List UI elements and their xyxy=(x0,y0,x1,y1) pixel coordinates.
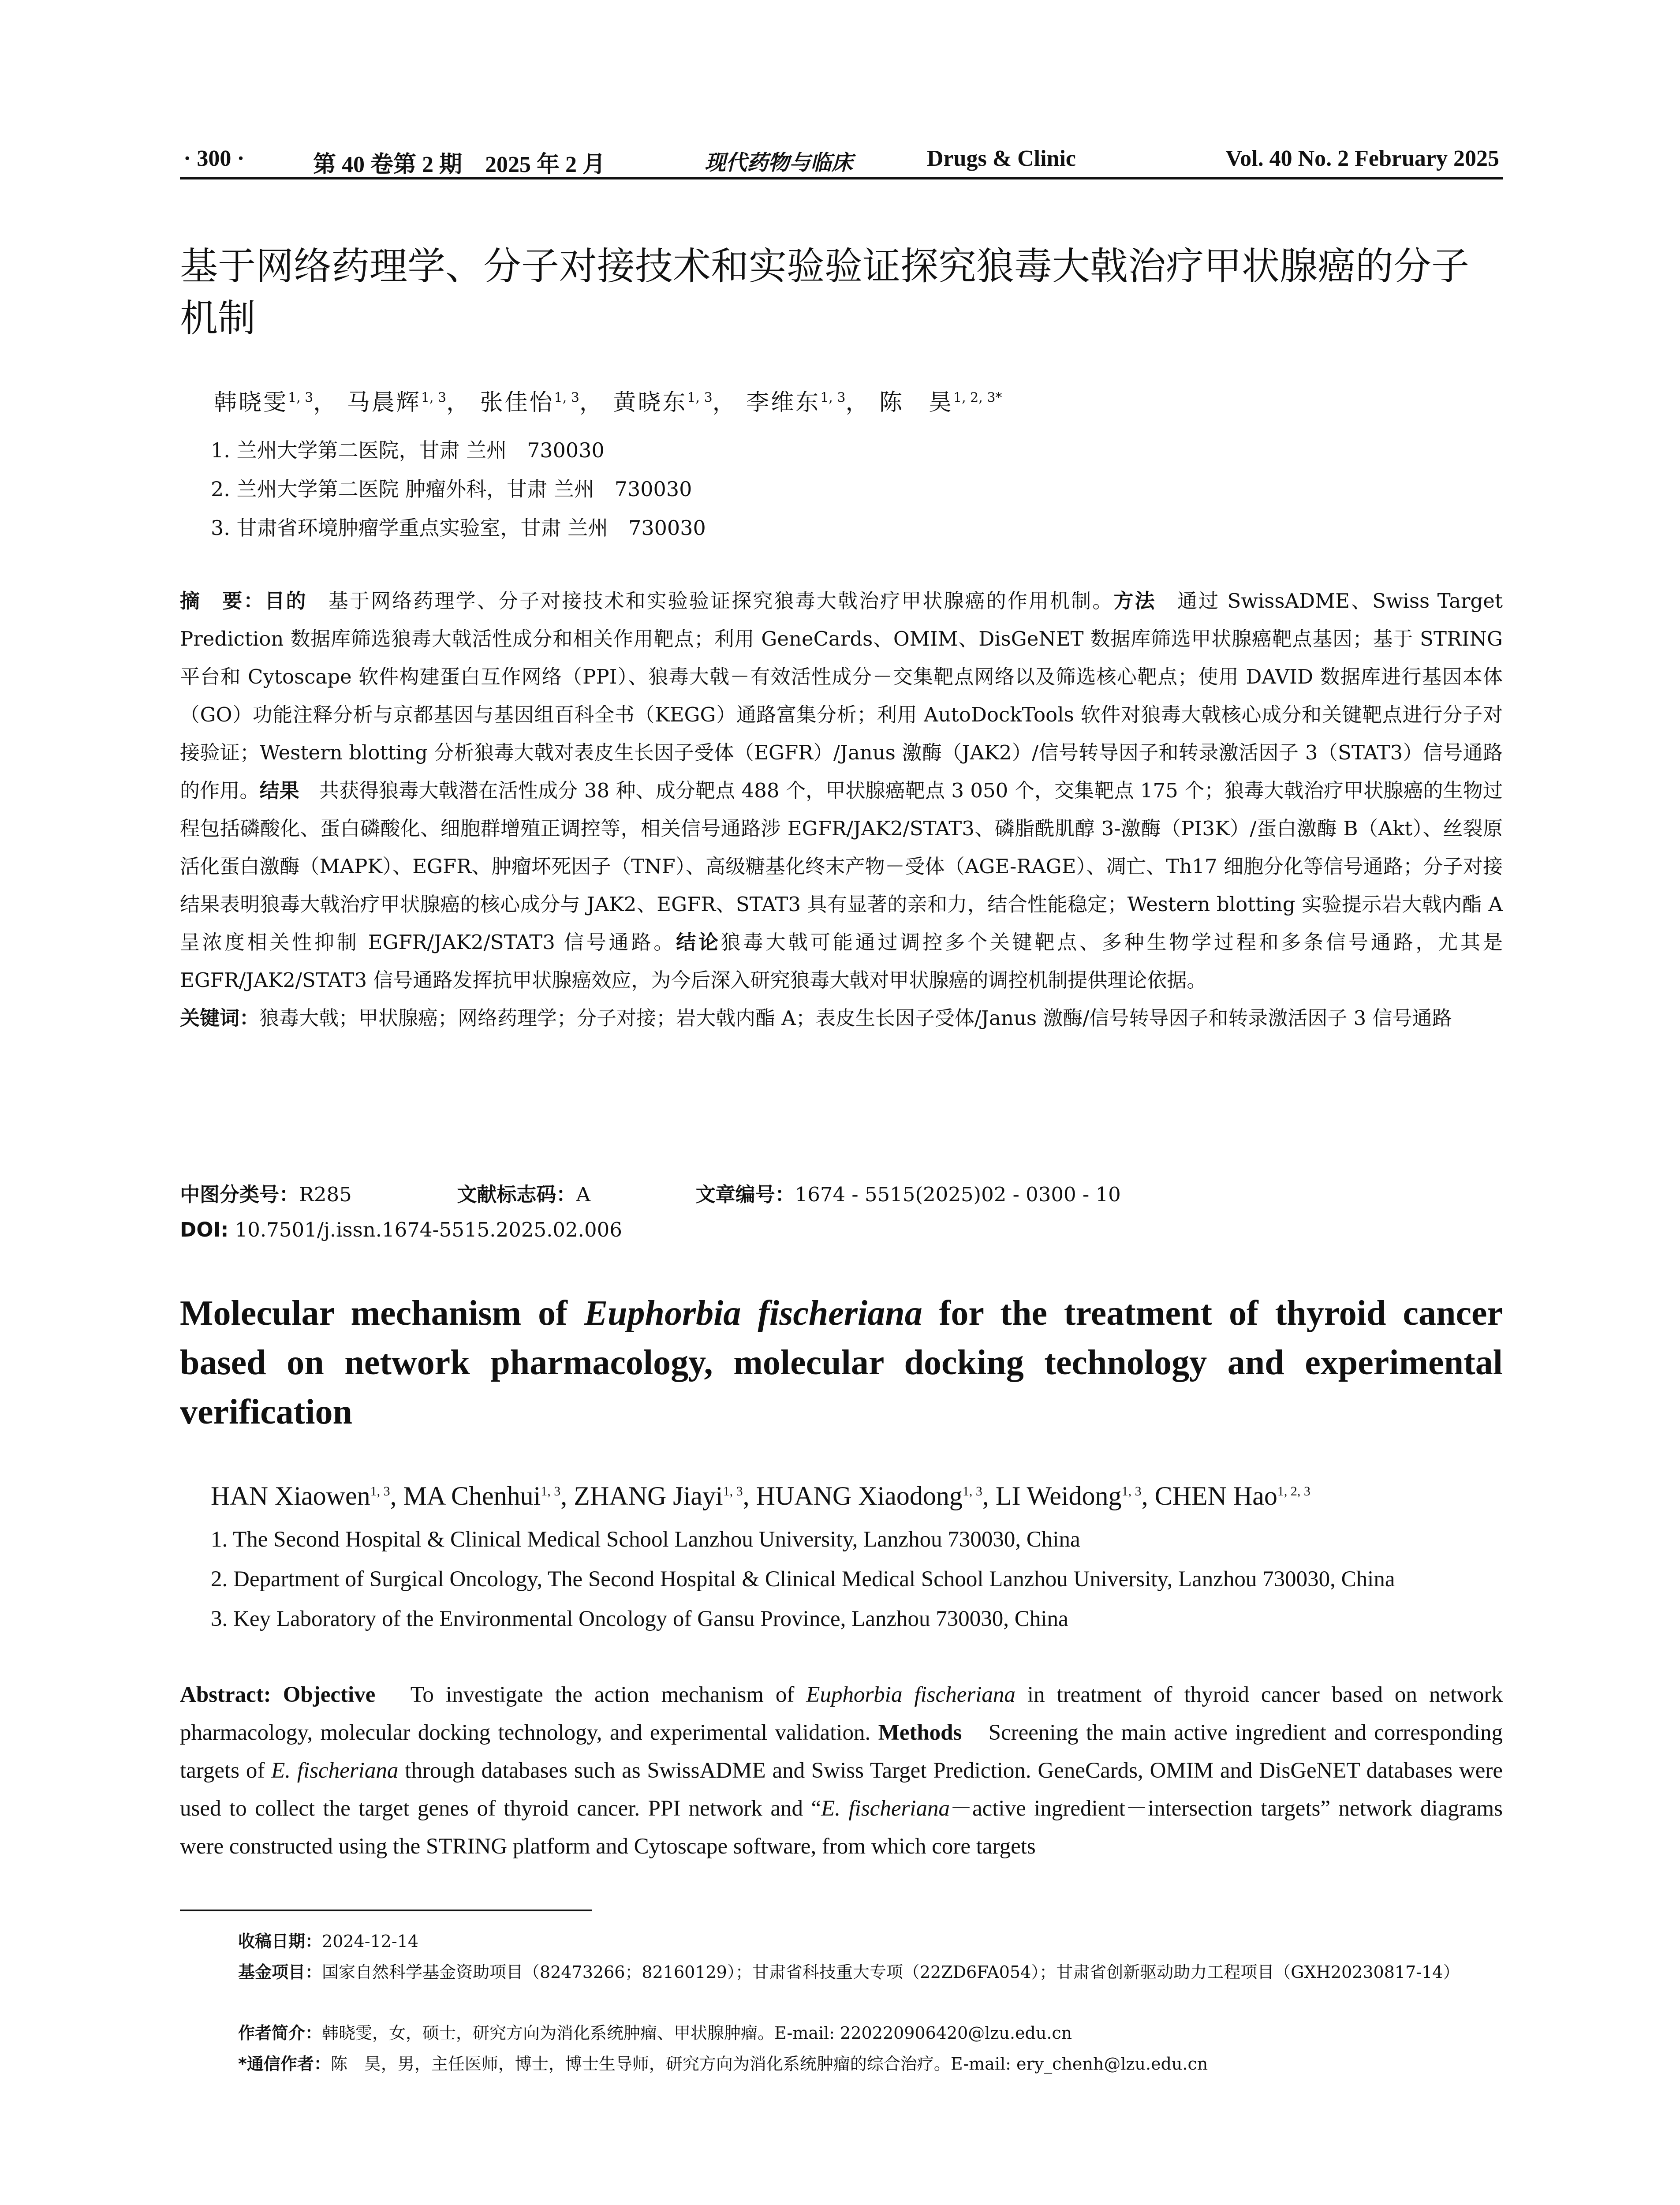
abstract-en-text: in treatment of thyroid cancer based on network pharmacology, molecular docking technology, and experimental validation. xyxy=(180,1682,1503,1745)
doc-code-value: A xyxy=(576,1183,590,1206)
footnote-author xyxy=(238,2019,1499,2047)
received-date: 2024-12-14 xyxy=(322,1932,419,1951)
doi-label: DOI: xyxy=(180,1218,229,1241)
author-cn: 李维东 xyxy=(746,389,821,416)
abstract-en-text: To investigate the action mechanism of xyxy=(375,1682,806,1707)
received-label: 收稿日期： xyxy=(238,1932,322,1951)
author-bio-label: 作者简介： xyxy=(238,2023,322,2043)
journal-name-en: Drugs & Clinic xyxy=(927,146,1076,171)
fund-label: 基金项目： xyxy=(238,1962,322,1982)
abstract-en-label: Abstract: Objective xyxy=(180,1682,376,1707)
conclusion-label: 结论 xyxy=(676,931,721,954)
author-affil-mark: 1, 3 xyxy=(723,1484,743,1499)
results-text: 共获得狼毒大戟潜在活性成分 38 种、成分靶点 488 个，甲状腺癌靶点 3 050 个，交集靶点 175 个；狼毒大戟治疗甲状腺癌的生物过程包括磷酸化、蛋白磷酸化、细胞群增殖正调控等，相关信号通路涉 EGFR/JAK2/STAT3、磷脂酰肌醇 3-激酶（PI3K）/蛋白激酶 B（Akt）、丝裂原活化蛋白激酶（MAPK）、EGFR、肿瘤坏死因子（TNF）、高级糖基化终末产物－受体（AGE-RAGE）、凋亡、Th17 细胞分化等信号通路；分子对接结果表明狼毒大戟治疗甲状腺癌的核心成分与 JAK2、EGFR、STAT3 具有显著的亲和力，结合性能稳定；Western blotting 实验提示岩大戟内酯 A 呈浓度相关性抑制 EGFR/JAK2/STAT3 信号通路。 xyxy=(180,779,1503,954)
footnote-fund xyxy=(238,1958,1603,1986)
page-number: · 300 · xyxy=(183,146,245,171)
author-affil-mark: 1, 3 xyxy=(421,390,447,406)
author-cn: 黄晓东 xyxy=(613,389,687,416)
title-en-part: for the treatment of thyroid cancer based on network pharmacology, molecular docking technology and experimental verification xyxy=(180,1294,1503,1431)
author-affil-mark: 1, 3 xyxy=(370,1484,390,1499)
abstract-en-text: －active ingredient－intersection targets” network diagrams were constructed using the STRING platform and Cytoscape software, from which core targets xyxy=(180,1796,1503,1859)
title-en-species: Euphorbia fischeriana xyxy=(584,1294,922,1333)
authors-cn: 韩晓雯$^{1, 3}$， 马晨辉$^{1, 3}$， 张佳怡$^{1, 3}$， 黄晓东$^{1, 3}$， 李维东$^{1, 3}$， 陈 昊$^{1, 2, 3*}$ xyxy=(214,389,1002,416)
author-cn: 陈 昊 xyxy=(879,389,953,416)
author-bio-text: 韩晓雯，女，硕士，研究方向为消化系统肿瘤、甲状腺肿瘤。E-mail: 220220906420@lzu.edu.cn xyxy=(322,2023,1072,2043)
volume-info: Vol. 40 No. 2 February 2025 xyxy=(1225,146,1499,171)
author-en: CHEN Hao xyxy=(1154,1481,1277,1510)
title-cn: 基于网络药理学、分子对接技术和实验验证探究狼毒大戟治疗甲状腺癌的分子机制 xyxy=(180,244,1469,340)
author-affil-mark: 1, 2, 3* xyxy=(953,390,1002,406)
author-en: ZHANG Jiayi xyxy=(574,1481,723,1510)
clc-value: R285 xyxy=(299,1183,352,1206)
abstract-en-text: through databases such as SwissADME and Swiss Target Prediction. GeneCards, OMIM and DisGeNET databases were used to collect the target genes of thyroid cancer. PPI network and “ xyxy=(180,1758,1503,1821)
author-affil-mark: 1, 3 xyxy=(962,1484,982,1499)
article-no-value: 1674 - 5515(2025)02 - 0300 - 10 xyxy=(795,1183,1121,1206)
affiliation-cn: 1. 兰州大学第二医院，甘肃 兰州 730030 xyxy=(211,438,605,462)
author-cn: 张佳怡 xyxy=(480,389,554,416)
corresponding-text: 陈 昊，男，主任医师，博士，博士生导师，研究方向为消化系统肿瘤的综合治疗。E-mail: ery_chenh@lzu.edu.cn xyxy=(330,2054,1208,2074)
methods-label: 方法 xyxy=(1113,589,1156,613)
affiliation-en: 3. Key Laboratory of the Environmental Oncology of Gansu Province, Lanzhou 730030, China xyxy=(211,1607,1068,1631)
abstract-en xyxy=(180,1676,1503,1865)
affiliation-cn: 3. 甘肃省环境肿瘤学重点实验室，甘肃 兰州 730030 xyxy=(211,516,706,540)
corresponding-label: *通信作者： xyxy=(238,2054,331,2074)
author-affil-mark: 1, 2, 3 xyxy=(1277,1484,1310,1499)
objective-label: 目的 xyxy=(265,589,307,613)
keywords-label: 关键词： xyxy=(180,1006,260,1030)
species-name: E. fischeriana xyxy=(821,1796,950,1821)
journal-name-cn: 现代药物与临床 xyxy=(705,150,853,175)
methods-text: 通过 SwissADME、Swiss Target Prediction 数据库筛选狼毒大戟活性成分和相关作用靶点；利用 GeneCards、OMIM、DisGeNET 数据库筛选甲状腺癌靶点基因；基于 STRING 平台和 Cytoscape 软件构建蛋白互作网络（PPI）、狼毒大戟－有效活性成分－交集靶点网络以及筛选核心靶点；使用 DAVID 数据库进行基因本体（GO）功能注释分析与京都基因与基因组百科全书（KEGG）通路富集分析；利用 AutoDockTools 软件对狼毒大戟核心成分和关键靶点进行分子对接验证；Western blotting 分析狼毒大戟对表皮生长因子受体（EGFR）/Janus 激酶（JAK2）/信号转导因子和转录激活因子 3（STAT3）信号通路的作用。 xyxy=(180,589,1503,802)
footnote-received xyxy=(238,1927,1499,1955)
species-name: E. fischeriana xyxy=(271,1758,399,1783)
objective-text: 基于网络药理学、分子对接技术和实验验证探究狼毒大戟治疗甲状腺癌的作用机制。 xyxy=(307,589,1114,613)
doi-value: 10.7501/j.issn.1674-5515.2025.02.006 xyxy=(228,1218,622,1241)
author-cn: 马晨辉 xyxy=(347,389,421,416)
doi-line xyxy=(180,1218,622,1241)
abstract-cn xyxy=(180,582,1503,1037)
keywords-text: 狼毒大戟；甲状腺癌；网络药理学；分子对接；岩大戟内酯 A；表皮生长因子受体/Janus 激酶/信号转导因子和转录激活因子 3 信号通路 xyxy=(259,1006,1452,1030)
author-en: HUANG Xiaodong xyxy=(756,1481,963,1510)
author-en: MA Chenhui xyxy=(403,1481,541,1510)
results-label: 结果 xyxy=(259,779,299,802)
running-header xyxy=(180,142,1503,179)
species-name: Euphorbia fischeriana xyxy=(806,1682,1015,1707)
author-en: HAN Xiaowen xyxy=(211,1481,370,1510)
footnote-divider xyxy=(180,1910,592,1911)
author-affil-mark: 1, 3 xyxy=(288,390,314,406)
abstract-en-text: Screening the main active ingredient and corresponding targets of xyxy=(180,1720,1503,1783)
affiliation-en: 2. Department of Surgical Oncology, The Second Hospital & Clinical Medical School Lanzhou University, Lanzhou 730030, China xyxy=(211,1567,1395,1592)
title-en-part: Molecular mechanism of xyxy=(180,1294,584,1333)
author-affil-mark: 1, 3 xyxy=(541,1484,561,1499)
footnote-corresponding xyxy=(238,2050,1499,2078)
article-no-label: 文章编号： xyxy=(695,1183,795,1206)
abstract-label: 摘 要： xyxy=(180,589,265,613)
title-en xyxy=(180,1289,1503,1437)
author-affil-mark: 1, 3 xyxy=(1121,1484,1142,1499)
author-cn: 韩晓雯 xyxy=(214,389,288,416)
methods-en-label: Methods xyxy=(878,1720,962,1745)
fund-text: 国家自然科学基金资助项目（82473266；82160129）；甘肃省科技重大专项（22ZD6FA054）；甘肃省创新驱动助力工程项目（GXH20230817-14） xyxy=(322,1962,1460,1982)
conclusion-text: 狼毒大戟可能通过调控多个关键靶点、多种生物学过程和多条信号通路，尤其是 EGFR/JAK2/STAT3 信号通路发挥抗甲状腺癌效应，为今后深入研究狼毒大戟对甲状腺癌的调控机制提供理论依据。 xyxy=(180,931,1503,992)
author-affil-mark: 1, 3 xyxy=(820,390,846,406)
author-en: LI Weidong xyxy=(995,1481,1122,1510)
authors-en: HAN Xiaowen$^{1, 3}$, MA Chenhui$^{1, 3}$, ZHANG Jiayi$^{1, 3}$, HUANG Xiaodong$^{1, 3}$, LI Weidong$^{1, 3}$, CHEN Hao$^{1, 2, 3}$ xyxy=(211,1481,1310,1510)
issue-info: 第 40 卷第 2 期 2025 年 2 月 xyxy=(313,152,606,177)
author-affil-mark: 1, 3 xyxy=(687,390,713,406)
clc-label: 中图分类号： xyxy=(180,1183,299,1206)
affiliation-cn: 2. 兰州大学第二医院 肿瘤外科，甘肃 兰州 730030 xyxy=(211,477,692,501)
doc-code-label: 文献标志码： xyxy=(457,1183,576,1206)
author-affil-mark: 1, 3 xyxy=(554,390,579,406)
affiliation-en: 1. The Second Hospital & Clinical Medical School Lanzhou University, Lanzhou 730030, China xyxy=(211,1527,1080,1552)
classification-line xyxy=(180,1178,1121,1207)
